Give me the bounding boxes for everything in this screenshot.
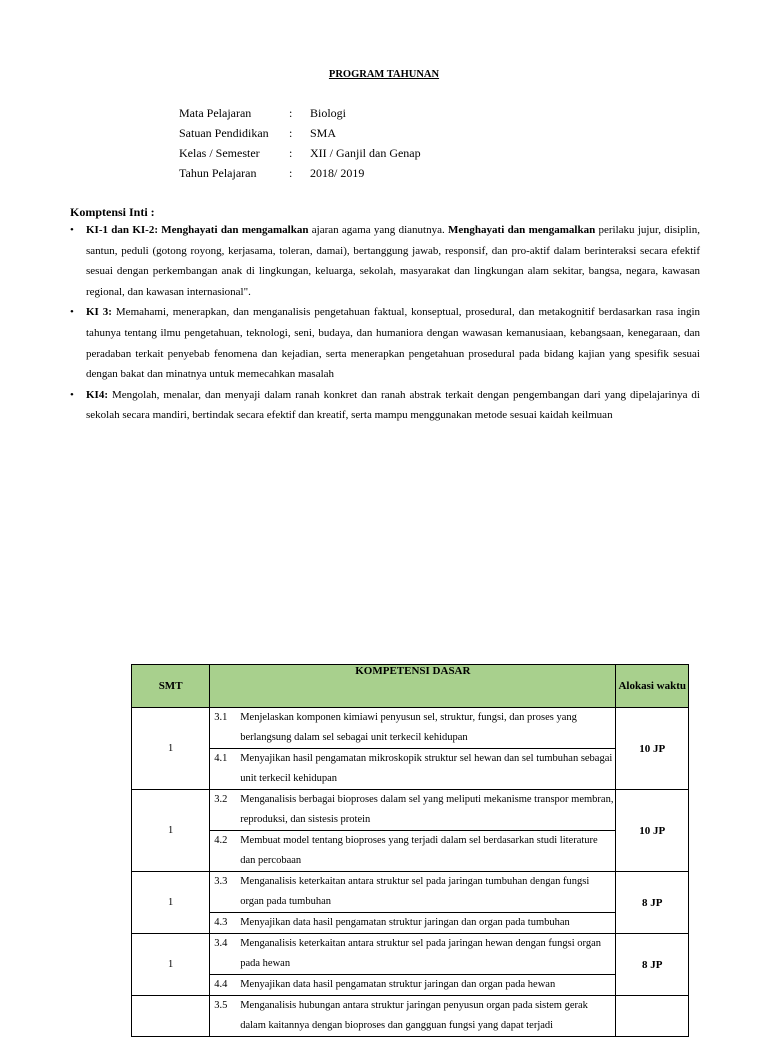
ki-label: KI-1 dan KI-2: xyxy=(86,224,158,236)
ki-label: KI4: xyxy=(86,388,108,401)
kd-text: Menganalisis berbagai bioproses dalam sel yang meliputi mekanisme transpor membran, reproduksi, dan sistesis protein xyxy=(240,794,614,825)
kd-number: 3.5 xyxy=(214,1000,228,1011)
kd-number: 3.1 xyxy=(214,712,228,723)
ki-text: perilaku jujur, disiplin, santun, peduli (gotong royong, kerjasama, toleran, damai), bertanggung jawab, responsif, dan pro-aktif dalam berinteraksi secara efektif sesuai dengan perkembangan anak di lingkungan, keluarga, sekolah, masyarakat dan lingkungan alam sekitar, bangsa, negara, kawasan regional, dan kawasan internasional". xyxy=(86,224,700,298)
kd-item xyxy=(210,913,615,933)
kd-number: 4.3 xyxy=(214,917,228,928)
info-row-school xyxy=(179,123,421,143)
kd-item xyxy=(210,708,615,749)
cell-smt: 1 xyxy=(132,934,210,996)
kd-number: 3.3 xyxy=(214,876,228,887)
info-block xyxy=(179,103,421,183)
kd-item xyxy=(210,996,615,1036)
cell-jp: 10 JP xyxy=(616,790,689,872)
ki-bold-text: Menghayati dan mengamalkan xyxy=(448,224,596,236)
info-value: XII / Ganjil dan Genap xyxy=(310,146,421,160)
info-value: SMA xyxy=(310,126,337,140)
info-colon: : xyxy=(289,126,293,140)
cell-smt xyxy=(132,996,210,1037)
info-colon: : xyxy=(289,146,293,160)
cell-kd xyxy=(210,708,616,790)
kd-text: Menyajikan data hasil pengamatan struktur jaringan dan organ pada hewan xyxy=(240,979,556,990)
cell-jp xyxy=(616,996,689,1037)
ki-bold-text: Menghayati dan mengamalkan xyxy=(161,224,309,236)
info-colon: : xyxy=(289,166,293,180)
info-value: Biologi xyxy=(310,106,347,120)
header-alokasi: Alokasi waktu xyxy=(616,665,689,708)
bullet-icon: • xyxy=(70,306,74,319)
table-header-row xyxy=(132,665,689,708)
table-row xyxy=(132,708,689,790)
komptensi-heading: Komptensi Inti : xyxy=(70,205,155,219)
kd-text: Menjelaskan komponen kimiawi penyusun sel, struktur, fungsi, dan proses yang berlangsung dalam sel sebagai unit terkecil kehidupan xyxy=(240,712,577,743)
ki-item-1 xyxy=(70,220,700,302)
kd-item xyxy=(210,831,615,871)
ki-text: Memahami, menerapkan, dan menganalisis pengetahuan faktual, konseptual, prosedural, dan metakognitif berdasarkan rasa ingin tahunya tentang ilmu pengetahuan, teknologi, seni, budaya, dan humaniora dengan wawasan kemanusiaan, kebangsaan, kenegaraan, dan peradaban terkait penyebab fenomena dan kejadian, serta menerapkan pengetahuan prosedural pada bidang kajian yang spesifik sesuai dengan bakat dan minatnya untuk memecahkan masalah xyxy=(86,306,700,381)
ki-label: KI 3: xyxy=(86,306,112,319)
cell-jp: 8 JP xyxy=(616,872,689,934)
cell-kd xyxy=(210,996,616,1037)
cell-smt: 1 xyxy=(132,708,210,790)
info-colon: : xyxy=(289,106,293,120)
table-row xyxy=(132,872,689,934)
kd-number: 3.2 xyxy=(214,794,228,805)
info-label: Satuan Pendidikan xyxy=(179,126,269,140)
ki-list xyxy=(70,220,700,426)
kd-text: Menganalisis hubungan antara struktur jaringan penyusun organ pada sistem gerak dalam kaitannya dengan bioproses dan gangguan fungsi yang dapat terjadi xyxy=(240,1000,588,1031)
ki-item-4 xyxy=(70,385,700,426)
ki-text: Mengolah, menalar, dan menyaji dalam ranah konkret dan ranah abstrak terkait dengan pengembangan dari yang dipelajarinya di sekolah secara mandiri, bertindak secara efektif dan kreatif, serta mampu menggunakan metode sesuai kaidah keilmuan xyxy=(86,388,700,422)
ki-text: ajaran agama yang dianutnya. xyxy=(311,224,445,236)
document-title: PROGRAM TAHUNAN xyxy=(328,69,440,80)
kd-text: Menyajikan data hasil pengamatan struktur jaringan dan organ pada tumbuhan xyxy=(240,917,570,928)
cell-jp: 10 JP xyxy=(616,708,689,790)
info-row-year xyxy=(179,163,421,183)
kd-item xyxy=(210,975,615,995)
kd-number: 3.4 xyxy=(214,938,228,949)
cell-kd xyxy=(210,872,616,934)
kd-item xyxy=(210,872,615,913)
cell-kd xyxy=(210,790,616,872)
bullet-icon: • xyxy=(70,224,74,236)
info-row-subject xyxy=(179,103,421,123)
kd-text: Membuat model tentang bioproses yang terjadi dalam sel berdasarkan studi literature dan percobaan xyxy=(240,835,598,866)
info-value: 2018/ 2019 xyxy=(310,166,365,180)
table-row xyxy=(132,996,689,1037)
kd-text: Menyajikan hasil pengamatan mikroskopik struktur sel hewan dan sel tumbuhan sebagai unit terkecil kehidupan xyxy=(240,753,613,784)
info-row-class xyxy=(179,143,421,163)
kompetensi-dasar-table xyxy=(131,664,689,1037)
info-label: Tahun Pelajaran xyxy=(179,166,257,180)
table-row xyxy=(132,790,689,872)
cell-kd xyxy=(210,934,616,996)
kd-text: Menganalisis keterkaitan antara struktur sel pada jaringan tumbuhan dengan fungsi organ pada tumbuhan xyxy=(240,876,590,907)
kd-number: 4.2 xyxy=(214,835,228,846)
header-kd: KOMPETENSI DASAR xyxy=(210,665,616,708)
cell-smt: 1 xyxy=(132,872,210,934)
kd-text: Menganalisis keterkaitan antara struktur sel pada jaringan hewan dengan fungsi organ pada hewan xyxy=(240,938,601,969)
info-label: Mata Pelajaran xyxy=(179,106,252,120)
kd-number: 4.1 xyxy=(214,753,228,764)
kd-item xyxy=(210,934,615,975)
kd-item xyxy=(210,790,615,831)
table-row xyxy=(132,934,689,996)
ki-item-3 xyxy=(70,302,700,384)
cell-smt: 1 xyxy=(132,790,210,872)
kd-number: 4.4 xyxy=(214,979,228,990)
cell-jp: 8 JP xyxy=(616,934,689,996)
bullet-icon: • xyxy=(70,388,74,401)
header-smt: SMT xyxy=(132,665,210,708)
kd-item xyxy=(210,749,615,789)
info-label: Kelas / Semester xyxy=(179,146,260,160)
